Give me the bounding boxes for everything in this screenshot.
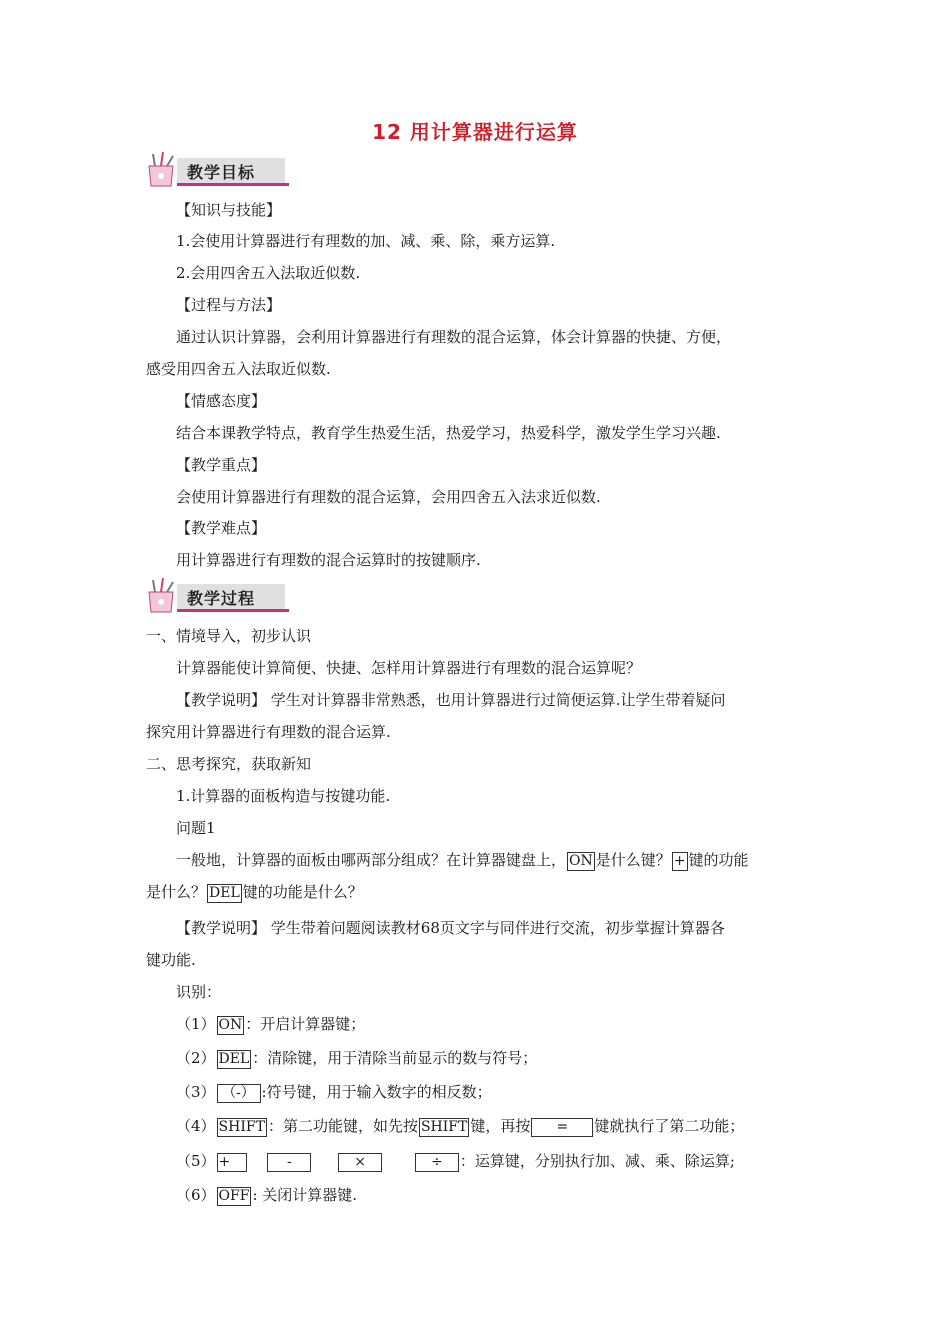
item-4: （4） SHIFT ：第二功能键，如先按 SHIFT 键，再按 = 键就执行了第二功能； [176, 1117, 745, 1135]
on-key: ON [218, 1017, 243, 1033]
key-point-head: 【教学重点】 [176, 456, 267, 474]
note1-line-b: 探究用计算器进行有理数的混合运算. [146, 723, 391, 741]
minus-key: - [267, 1153, 311, 1172]
item-5: （5） + - × ÷ ：运算键，分别执行加、减、乘、除运算; [176, 1152, 735, 1170]
section-header-process [143, 576, 293, 618]
on-key: ON [569, 853, 593, 869]
section-header-goal [143, 150, 293, 192]
times-key: × [338, 1153, 382, 1172]
del-key: DEL [209, 885, 240, 901]
item-1: （1） ON ：开启计算器键； [176, 1015, 366, 1033]
note2-line-b: 键功能. [146, 951, 196, 969]
note-label: 【教学说明】 [176, 691, 267, 709]
note-label: 【教学说明】 [176, 919, 267, 937]
section-label: 教学目标 [187, 163, 256, 182]
difficulty-1: 用计算器进行有理数的混合运算时的按键顺序. [176, 551, 481, 569]
method-1: 通过认识计算器，会利用计算器进行有理数的混合运算，体会计算器的快捷、方便， [176, 328, 732, 346]
section-label: 教学过程 [187, 589, 256, 608]
difficulty-head: 【教学难点】 [176, 519, 267, 537]
method-head: 【过程与方法】 [176, 296, 282, 314]
item-2: （2） DEL ：清除键，用于清除当前显示的数与符号； [176, 1049, 538, 1067]
sub1: 1.计算器的面板构造与按键功能. [176, 787, 391, 805]
identify-head: 识别： [176, 983, 222, 1001]
plus-key: + [217, 1153, 247, 1172]
key-point-1: 会使用计算器进行有理数的混合运算，会用四舍五入法求近似数. [176, 488, 601, 506]
divide-key: ÷ [415, 1153, 459, 1172]
knowledge-head: 【知识与技能】 [176, 201, 282, 219]
emotion-head: 【情感态度】 [176, 392, 267, 410]
part1-head: 一、情境导入，初步认识 [146, 627, 312, 645]
question1-head: 问题1 [176, 819, 216, 837]
del-key: DEL [218, 1051, 250, 1067]
shift-key: SHIFT [420, 1119, 468, 1135]
part2-head: 二、思考探究，获取新知 [146, 755, 312, 773]
knowledge-1: 1.会使用计算器进行有理数的加、减、乘、除，乘方运算. [176, 232, 556, 250]
question1-line-b: 是什么？ DEL 键的功能是什么？ [146, 883, 363, 901]
question1-line-a: 一般地，计算器的面板由哪两部分组成？在计算器键盘上， ON 是什么键？ + 键的功能 [176, 851, 749, 869]
method-2: 感受用四舍五入法取近似数. [146, 360, 331, 378]
off-key: OFF [218, 1188, 250, 1204]
note2-line-a: 【教学说明】 学生带着问题阅读教材68页文字与同伴进行交流，初步掌握计算器各 [176, 919, 725, 937]
emotion-1: 结合本课教学特点，教育学生热爱生活，热爱学习，热爱科学，激发学生学习兴趣. [176, 424, 721, 442]
item-3: （3） （-） :符号键，用于输入数字的相反数； [176, 1083, 492, 1101]
knowledge-2: 2.会用四舍五入法取近似数. [176, 264, 361, 282]
item-6: （6） OFF : 关闭计算器键. [176, 1186, 358, 1204]
negative-key: （-） [217, 1084, 261, 1103]
shift-key: SHIFT [218, 1119, 265, 1135]
equals-key: = [531, 1118, 593, 1137]
plus-key: + [673, 853, 686, 869]
page-title: 12 用计算器进行运算 [372, 120, 578, 144]
part1-text: 计算器能使计算简便、快捷、怎样用计算器进行有理数的混合运算呢？ [176, 659, 642, 677]
note1-line-a: 【教学说明】 学生对计算器非常熟悉，也用计算器进行过简便运算.让学生带着疑问 [176, 691, 726, 709]
